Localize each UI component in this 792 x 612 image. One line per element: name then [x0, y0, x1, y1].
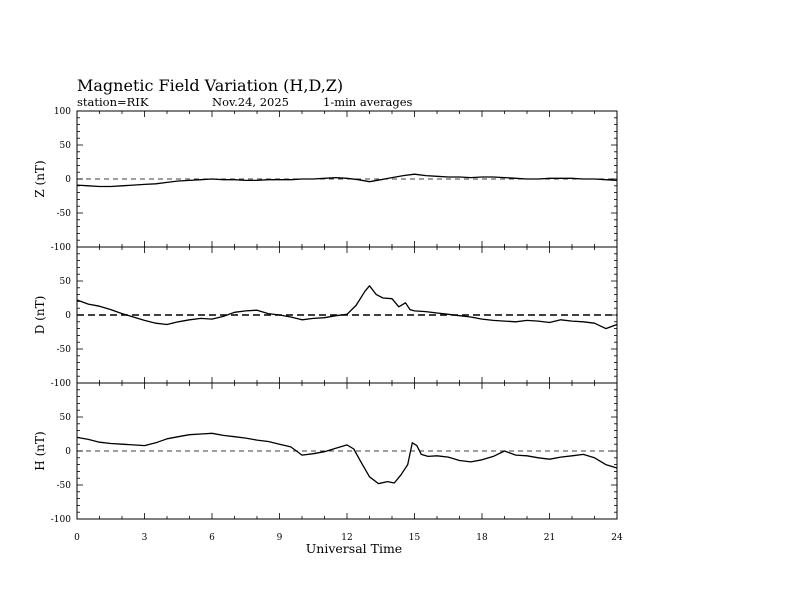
y-tick-label: -100	[50, 515, 71, 525]
y-tick-label: -100	[50, 243, 71, 253]
panel-z	[33, 107, 617, 253]
y-tick-label: -100	[50, 379, 71, 389]
chart-title: Magnetic Field Variation (H,D,Z)	[77, 76, 344, 95]
y-tick-label: 100	[53, 107, 71, 117]
y-tick-label: -50	[56, 345, 71, 355]
x-tick-label: 18	[476, 533, 488, 543]
x-tick-label: 6	[209, 533, 215, 543]
panel-h	[33, 383, 617, 525]
x-tick-label: 21	[543, 533, 556, 543]
averaging-label: 1-min averages	[323, 95, 413, 109]
x-tick-label: 15	[408, 533, 421, 543]
series-line-h	[77, 433, 617, 483]
y-tick-label: 0	[65, 447, 71, 457]
x-tick-label: 12	[341, 533, 353, 543]
y-tick-label: 50	[59, 413, 71, 423]
x-tick-label: 0	[74, 533, 80, 543]
panels	[33, 107, 617, 525]
y-tick-label: 50	[59, 141, 71, 151]
y-tick-label: -50	[56, 209, 71, 219]
date-label: Nov.24, 2025	[212, 95, 289, 109]
series-line-d	[77, 286, 617, 329]
y-tick-label: -50	[56, 481, 71, 491]
series-line-z	[77, 174, 617, 186]
y-axis-label: H (nT)	[33, 431, 47, 471]
station-label: station=RIK	[77, 95, 149, 109]
x-tick-label: 9	[276, 533, 283, 543]
y-axis-label: Z (nT)	[33, 160, 47, 198]
y-tick-label: 0	[65, 175, 71, 185]
y-tick-label: 0	[65, 311, 71, 321]
x-axis-label: Universal Time	[305, 541, 403, 556]
x-tick-label: 24	[611, 533, 623, 543]
y-axis-label: D (nT)	[33, 295, 47, 335]
x-tick-label: 3	[141, 533, 148, 543]
y-tick-label: 50	[59, 277, 71, 287]
panel-d	[33, 247, 617, 389]
